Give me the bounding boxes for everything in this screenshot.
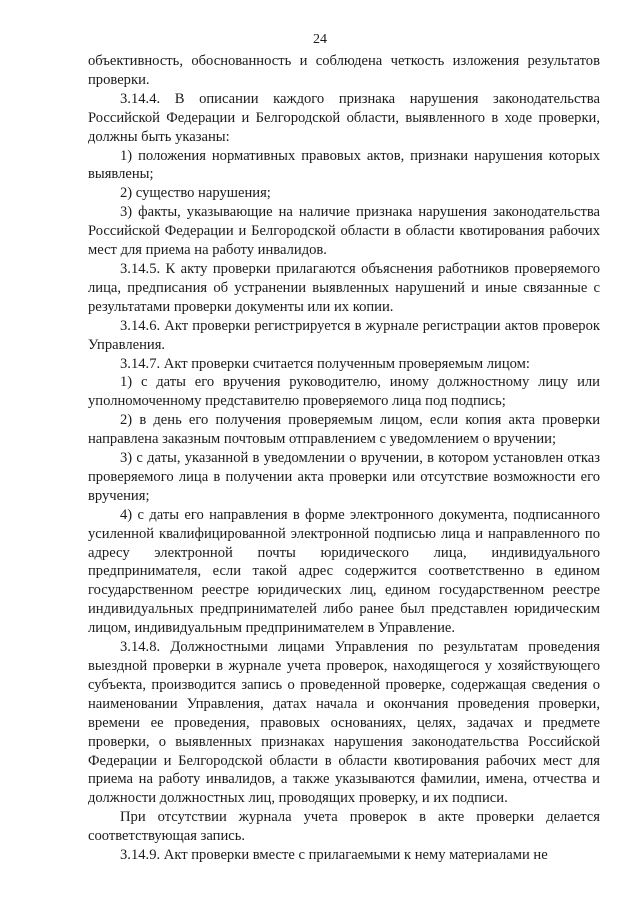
page-number: 24	[313, 32, 327, 47]
list-item: 1) положения нормативных правовых актов, признаки нарушения которых выявлены;	[88, 147, 600, 183]
list-item: 3) факты, указывающие на наличие признака нарушения законодательства Российской Федерации и Белгородской области в области квотирования рабочих мест для приема на работу инвалидов.	[88, 204, 600, 259]
list-item: 3) с даты, указанной в уведомлении о вручении, в котором установлен отказ проверяемого лица в получении акта проверки или отсутствие возможности его вручения;	[88, 450, 600, 504]
list-item: 2) существо нарушения;	[120, 185, 271, 202]
paragraph: объективность, обоснованность и соблюдена четкость изложения результатов проверки.	[88, 53, 600, 88]
paragraph: 3.14.6. Акт проверки регистрируется в журнале регистрации актов проверок Управления.	[88, 317, 600, 353]
paragraph: При отсутствии журнала учета проверок в акте проверки делается соответствующая запись.	[88, 809, 600, 845]
paragraph: 3.14.8. Должностными лицами Управления по результатам проведения выездной проверки в журнале учета проверок, находящегося у хозяйствующего субъекта, производится запись о проведенной проверке, содержащая сведения о наименовании Управления, датах начала и окончания проведения проверки, времени ее проведения, правовых основаниях, целях, задачах и предмете проверки, о выявленных признаках нарушения законодательства Российской Федерации и Белгородской области в области квотирования рабочих мест для приема на работу инвалидов, а также указываются фамилии, имена, отчества и должности должностных лиц, проводящих проверку, и их подписи.	[88, 639, 600, 807]
paragraph: 3.14.9. Акт проверки вместе с прилагаемыми к нему материалами не	[120, 847, 548, 864]
list-item: 4) с даты его направления в форме электронного документа, подписанного усиленной квалифицированной электронной подписью лица и направленного по адресу электронной почты юридического лица, индивидуального предпринимателя, если такой адрес содержится соответственно в едином государственном реестре юридических лиц, едином государственном реестре индивидуальных предпринимателей либо ранее был представлен юридическим лицом, индивидуальным предпринимателем в Управление.	[88, 506, 600, 637]
list-item: 1) с даты его вручения руководителю, иному должностному лицу или уполномоченному представителю проверяемого лица под подпись;	[88, 374, 600, 410]
document-body	[88, 52, 600, 865]
list-item: 2) в день его получения проверяемым лицом, если копия акта проверки направлена заказным почтовым отправлением с уведомлением о вручении;	[88, 412, 600, 448]
paragraph: 3.14.5. К акту проверки прилагаются объяснения работников проверяемого лица, предписания об устранении выявленных нарушений и иные связанные с результатами проверки документы или их копии.	[88, 260, 600, 315]
paragraph: 3.14.4. В описании каждого признака нарушения законодательства Российской Федерации и Белгородской области, выявленного в ходе проверки, должны быть указаны:	[88, 90, 600, 145]
paragraph: 3.14.7. Акт проверки считается полученным проверяемым лицом:	[120, 355, 530, 372]
